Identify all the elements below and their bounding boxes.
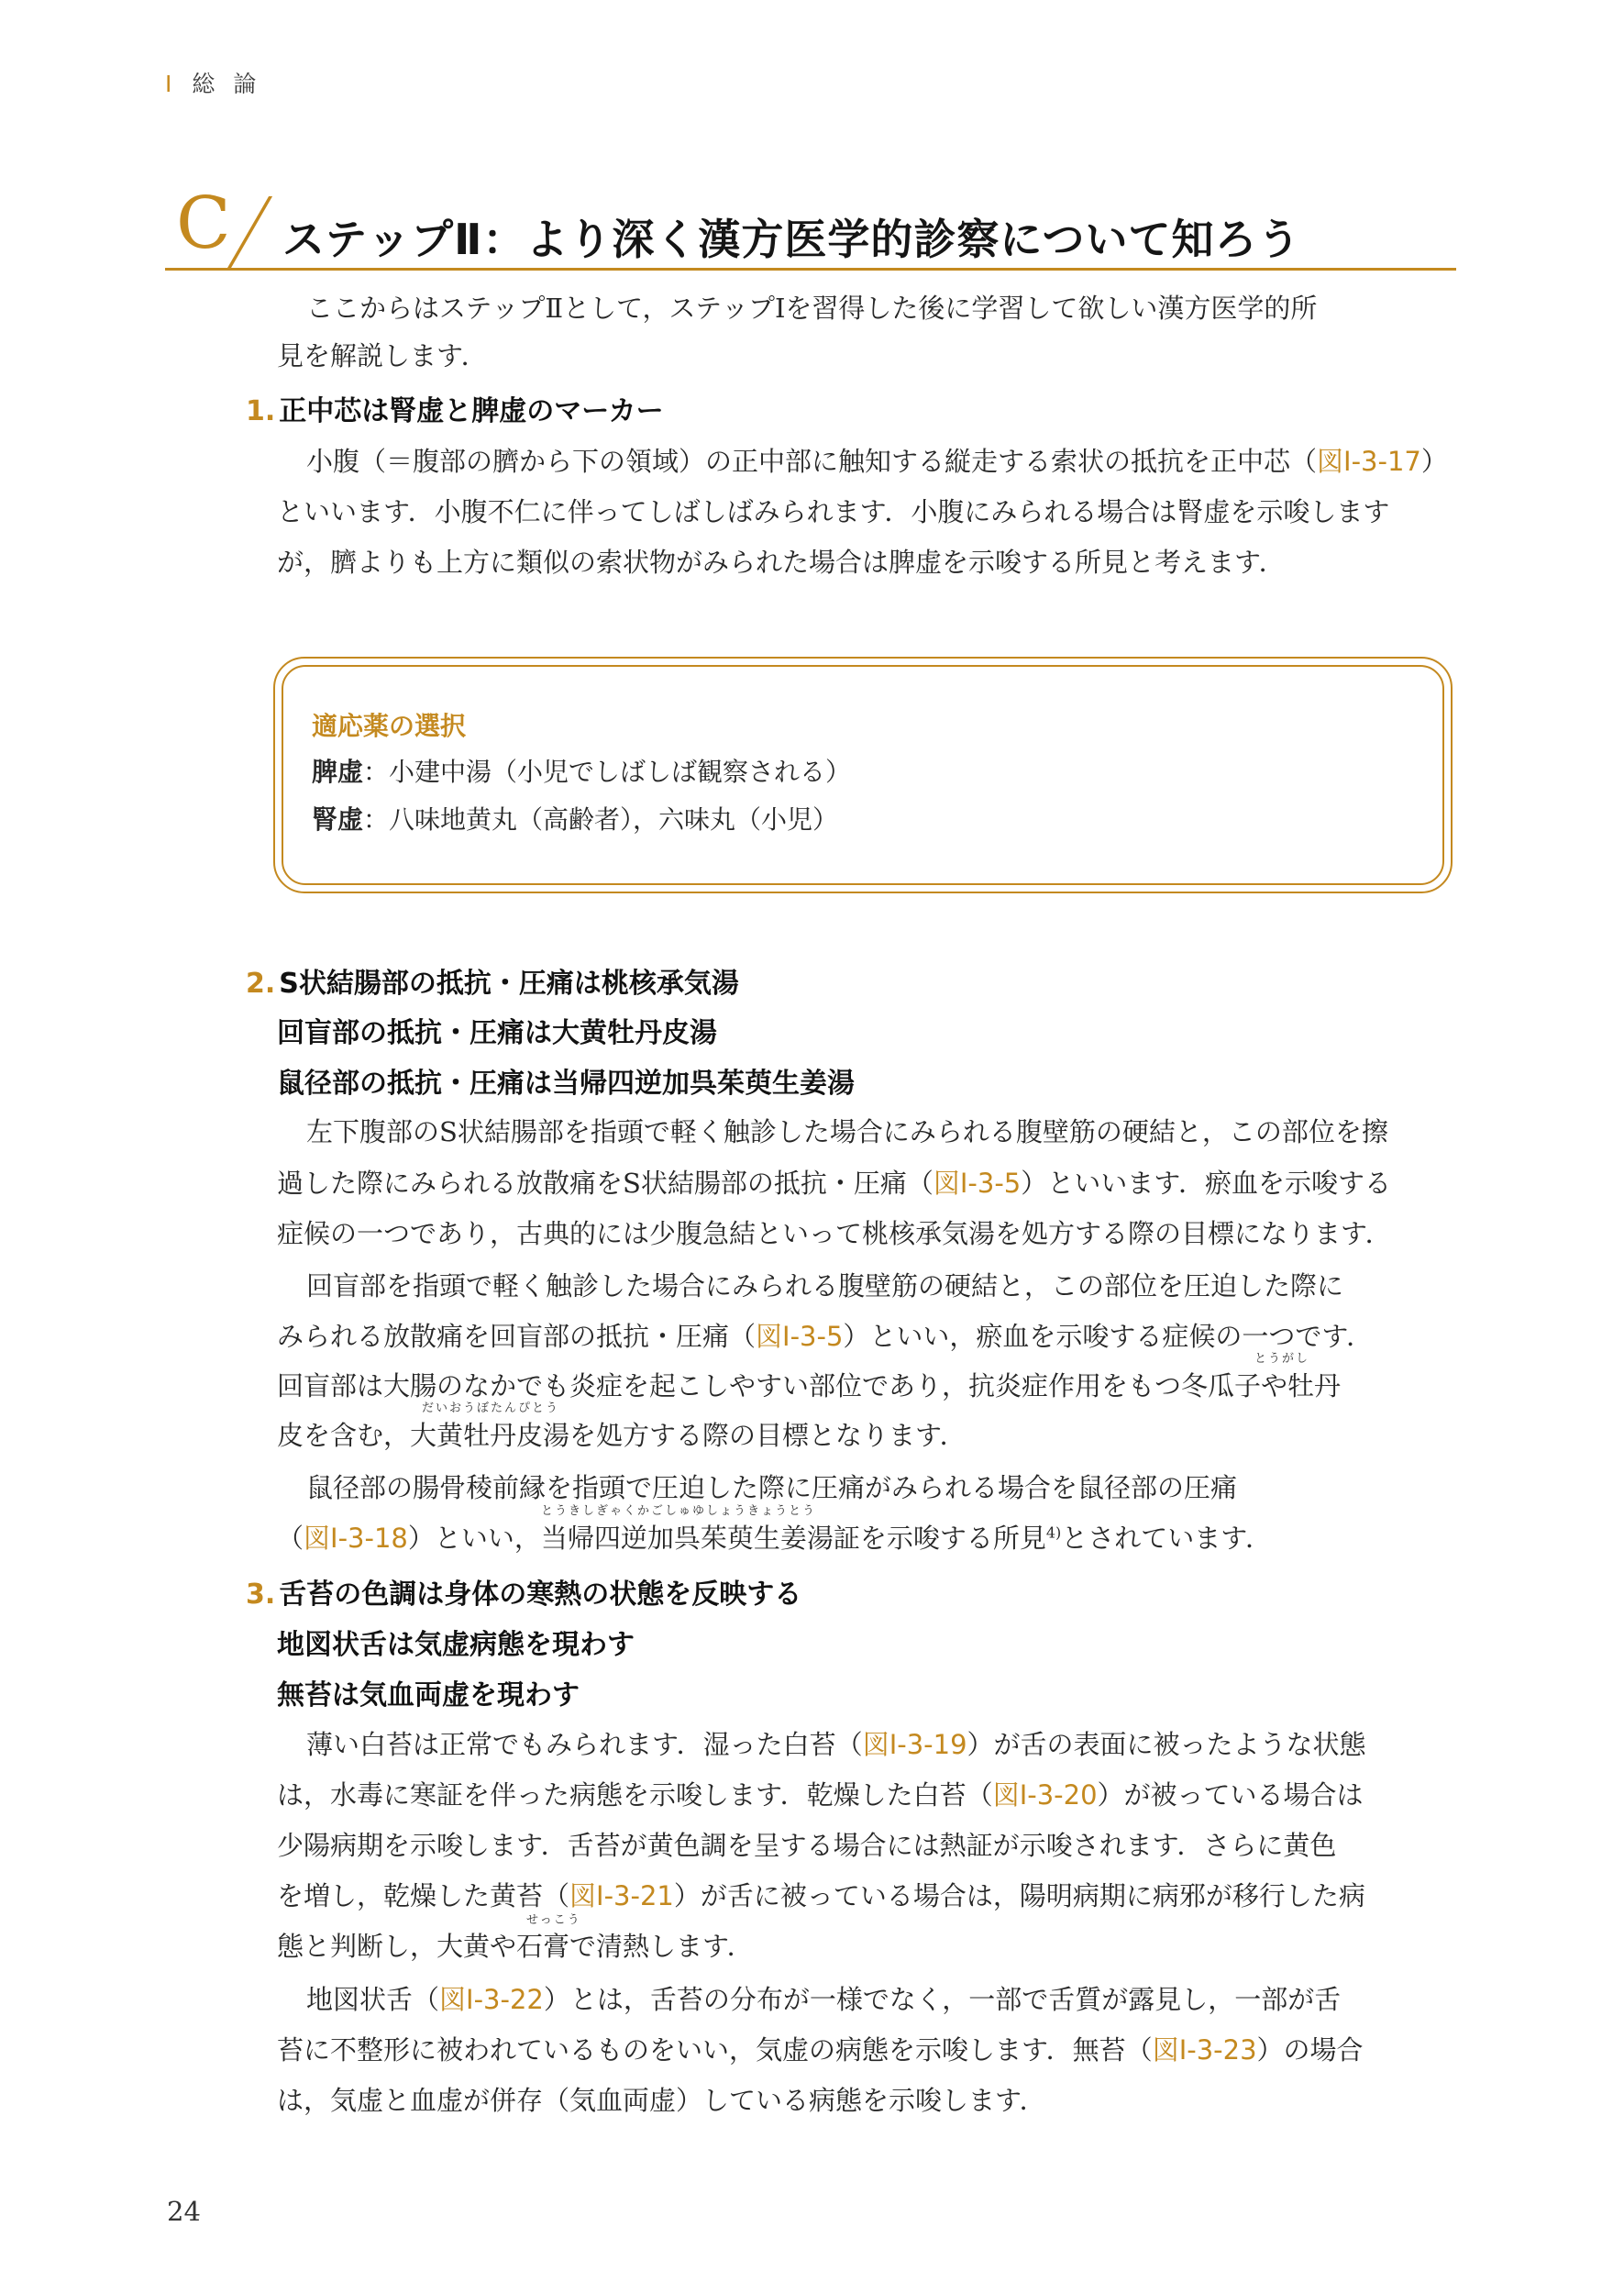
s2-p3-line-2-open: （ <box>277 1523 304 1554</box>
s3-p1-line-4 <box>277 1876 1365 1913</box>
s2-p3-line-1: 鼠径部の腸骨稜前縁を指頭で圧迫した際に圧痛がみられる場合を鼠径部の圧痛 <box>306 1472 1238 1503</box>
s3-heading-3: 無苔は気血両虚を現わす <box>277 1679 580 1711</box>
ruby-togashi: とうがし <box>1254 1352 1310 1366</box>
s3-p2-line-1-text: 地図状舌（ <box>306 1984 440 2015</box>
figure-ref-link[interactable]: 図Ⅰ-3-22 <box>439 1984 544 2015</box>
ruby-sekko: せっこう <box>526 1913 581 1927</box>
intro-line-2: 見を解説します． <box>277 340 488 371</box>
ruby-tokishigyakukagoshuyushokyoto: とうきしぎゃくかごしゅゆしょうきょうとう <box>541 1504 817 1518</box>
title-rule <box>165 268 1456 271</box>
s2-p2-line-2-text: みられる放散痛を回盲部の抵抗・圧痛（ <box>277 1321 757 1352</box>
s2-heading-2: 回盲部の抵抗・圧痛は大黄牡丹皮湯 <box>277 1017 717 1049</box>
s3-p1-line-2-text: は，水毒に寒証を伴った病態を示唆します．乾燥した白苔（ <box>277 1779 993 1811</box>
s3-p2-line-1 <box>306 1979 1341 2017</box>
figure-ref-link[interactable]: 図Ⅰ-3-20 <box>992 1779 1098 1811</box>
s3-heading-2: 地図状舌は気虚病態を現わす <box>277 1629 635 1661</box>
s2-p1-line-3: 症候の一つであり，古典的には少腹急結といって桃核承気湯を処方する際の目標になります． <box>277 1218 1392 1249</box>
s2-heading-1 <box>246 960 739 1001</box>
s2-p2-line-2-rest: ）といい，瘀血を示唆する症候の一つです． <box>843 1321 1374 1352</box>
s3-p1-line-1-text: 薄い白苔は正常でもみられます．湿った白苔（ <box>306 1729 863 1760</box>
selection-box-row-1 <box>312 752 851 789</box>
s2-p2-line-3: 回盲部は大腸のなかでも炎症を起こしやすい部位であり，抗炎症作用をもつ冬瓜子や牡丹 <box>277 1370 1342 1401</box>
s2-p1-line-2 <box>277 1163 1391 1201</box>
figure-ref-link[interactable]: 図Ⅰ-3-17 <box>1317 446 1421 477</box>
s2-heading-1-text: S状結腸部の抵抗・圧痛は桃核承気湯 <box>279 968 739 1000</box>
s3-p1-line-4-rest: ）が舌に被っている場合は，陽明病期に病邪が移行した病 <box>673 1880 1365 1911</box>
s2-p3-line-2-text: ）といい，当帰四逆加呉茱萸生姜湯証を示唆する所見 <box>407 1523 1046 1554</box>
citation-superscript[interactable]: 4) <box>1045 1523 1062 1542</box>
running-head <box>165 66 261 99</box>
figure-ref-link[interactable]: 図Ⅰ-3-5 <box>933 1168 1022 1199</box>
s1-number: 1. <box>246 395 276 427</box>
s3-p2-line-2-rest: ）の場合 <box>1256 2034 1364 2066</box>
page-number: 24 <box>167 2196 201 2227</box>
s3-number: 3. <box>246 1579 276 1611</box>
selection-text-hikyo: ：小建中湯（小児でしばしば観察される） <box>363 757 852 787</box>
s1-heading <box>246 388 664 428</box>
s3-p1-line-5: 態と判断し，大黄や石膏で清熱します． <box>277 1931 754 1962</box>
s1-line-1-close: ） <box>1420 446 1448 477</box>
s3-p2-line-2 <box>277 2030 1364 2067</box>
selection-term-jinkyo: 腎虚 <box>312 804 364 835</box>
selection-box-title: 適応薬の選択 <box>312 711 467 741</box>
s1-heading-text: 正中芯は腎虚と脾虚のマーカー <box>279 395 664 427</box>
s3-p1-line-2 <box>277 1775 1364 1812</box>
s3-p1-line-3: 少陽病期を示唆します．舌苔が黄色調を呈する場合には熱証が示唆されます．さらに黄色 <box>277 1830 1337 1861</box>
s3-p1-line-4-text: を増し，乾燥した黄苔（ <box>277 1880 570 1911</box>
s3-heading-1-text: 舌苔の色調は身体の寒熱の状態を反映する <box>279 1579 802 1611</box>
section-slash-ornament <box>226 196 272 270</box>
s2-p3-line-2-rest: とされています． <box>1061 1523 1272 1554</box>
s2-number: 2. <box>246 968 276 1000</box>
figure-ref-link[interactable]: 図Ⅰ-3-18 <box>304 1523 408 1554</box>
s2-p1-line-2-text: 過した際にみられる放散痛をS状結腸部の抵抗・圧痛（ <box>277 1168 934 1199</box>
figure-ref-link[interactable]: 図Ⅰ-3-5 <box>756 1321 844 1352</box>
s2-p2-line-4: 皮を含む，大黄牡丹皮湯を処方する際の目標となります． <box>277 1420 967 1451</box>
s2-p2-line-2 <box>277 1316 1373 1354</box>
section-title: ステップⅡ：より深く漢方医学的診察について知ろう <box>282 215 1301 264</box>
s1-line-1 <box>306 441 1448 479</box>
s2-heading-3: 鼠径部の抵抗・圧痛は当帰四逆加呉茱萸生姜湯 <box>277 1068 855 1100</box>
selection-text-jinkyo: ：八味地黄丸（高齢者），六味丸（小児） <box>363 804 839 835</box>
figure-ref-link[interactable]: 図Ⅰ-3-21 <box>569 1880 674 1911</box>
figure-ref-link[interactable]: 図Ⅰ-3-19 <box>862 1729 967 1760</box>
s3-heading-1 <box>246 1571 801 1612</box>
selection-box-row-2 <box>312 800 838 836</box>
figure-ref-link[interactable]: 図Ⅰ-3-23 <box>1152 2034 1257 2066</box>
ruby-daiobotanpito: だいおうぼたんぴとう <box>422 1401 560 1415</box>
selection-term-hikyo: 脾虚 <box>312 757 364 787</box>
s1-line-2: といいます．小腹不仁に伴ってしばしばみられます．小腹にみられる場合は腎虚を示唆します <box>277 496 1390 527</box>
s2-p3-line-2 <box>277 1518 1272 1556</box>
intro-line-1: ここからはステップⅡとして，ステップⅠを習得した後に学習して欲しい漢方医学的所 <box>306 293 1318 324</box>
s2-p1-line-1: 左下腹部のS状結腸部を指頭で軽く触診した場合にみられる腹壁筋の硬結と，この部位を擦 <box>306 1116 1388 1147</box>
s3-p2-line-1-rest: ）とは，舌苔の分布が一様でなく，一部で舌質が露見し，一部が舌 <box>543 1984 1342 2015</box>
running-head-roman: I <box>165 71 178 97</box>
section-letter: C <box>176 183 231 265</box>
running-head-label: 総 論 <box>192 71 262 97</box>
s3-p1-line-2-rest: ）が被っている場合は <box>1097 1779 1364 1811</box>
s2-p1-line-2-rest: ）といいます．瘀血を示唆する <box>1021 1168 1391 1199</box>
s3-p1-line-1-rest: ）が舌の表面に被ったような状態 <box>967 1729 1366 1760</box>
s3-p1-line-1 <box>306 1724 1366 1762</box>
s2-p2-line-1: 回盲部を指頭で軽く触診した場合にみられる腹壁筋の硬結と，この部位を圧迫した際に <box>306 1270 1344 1302</box>
s1-line-3: が，臍よりも上方に類似の索状物がみられた場合は脾虚を示唆する所見と考えます． <box>277 547 1286 578</box>
s1-line-1-text: 小腹（＝腹部の臍から下の領域）の正中部に触知する縦走する索状の抵抗を正中芯（ <box>306 446 1318 477</box>
s3-p2-line-3: は，気虚と血虚が併存（気血両虚）している病態を示唆します． <box>277 2085 1046 2116</box>
s3-p2-line-2-text: 苔に不整形に被われているものをいい，気虚の病態を示唆します．無苔（ <box>277 2034 1153 2066</box>
